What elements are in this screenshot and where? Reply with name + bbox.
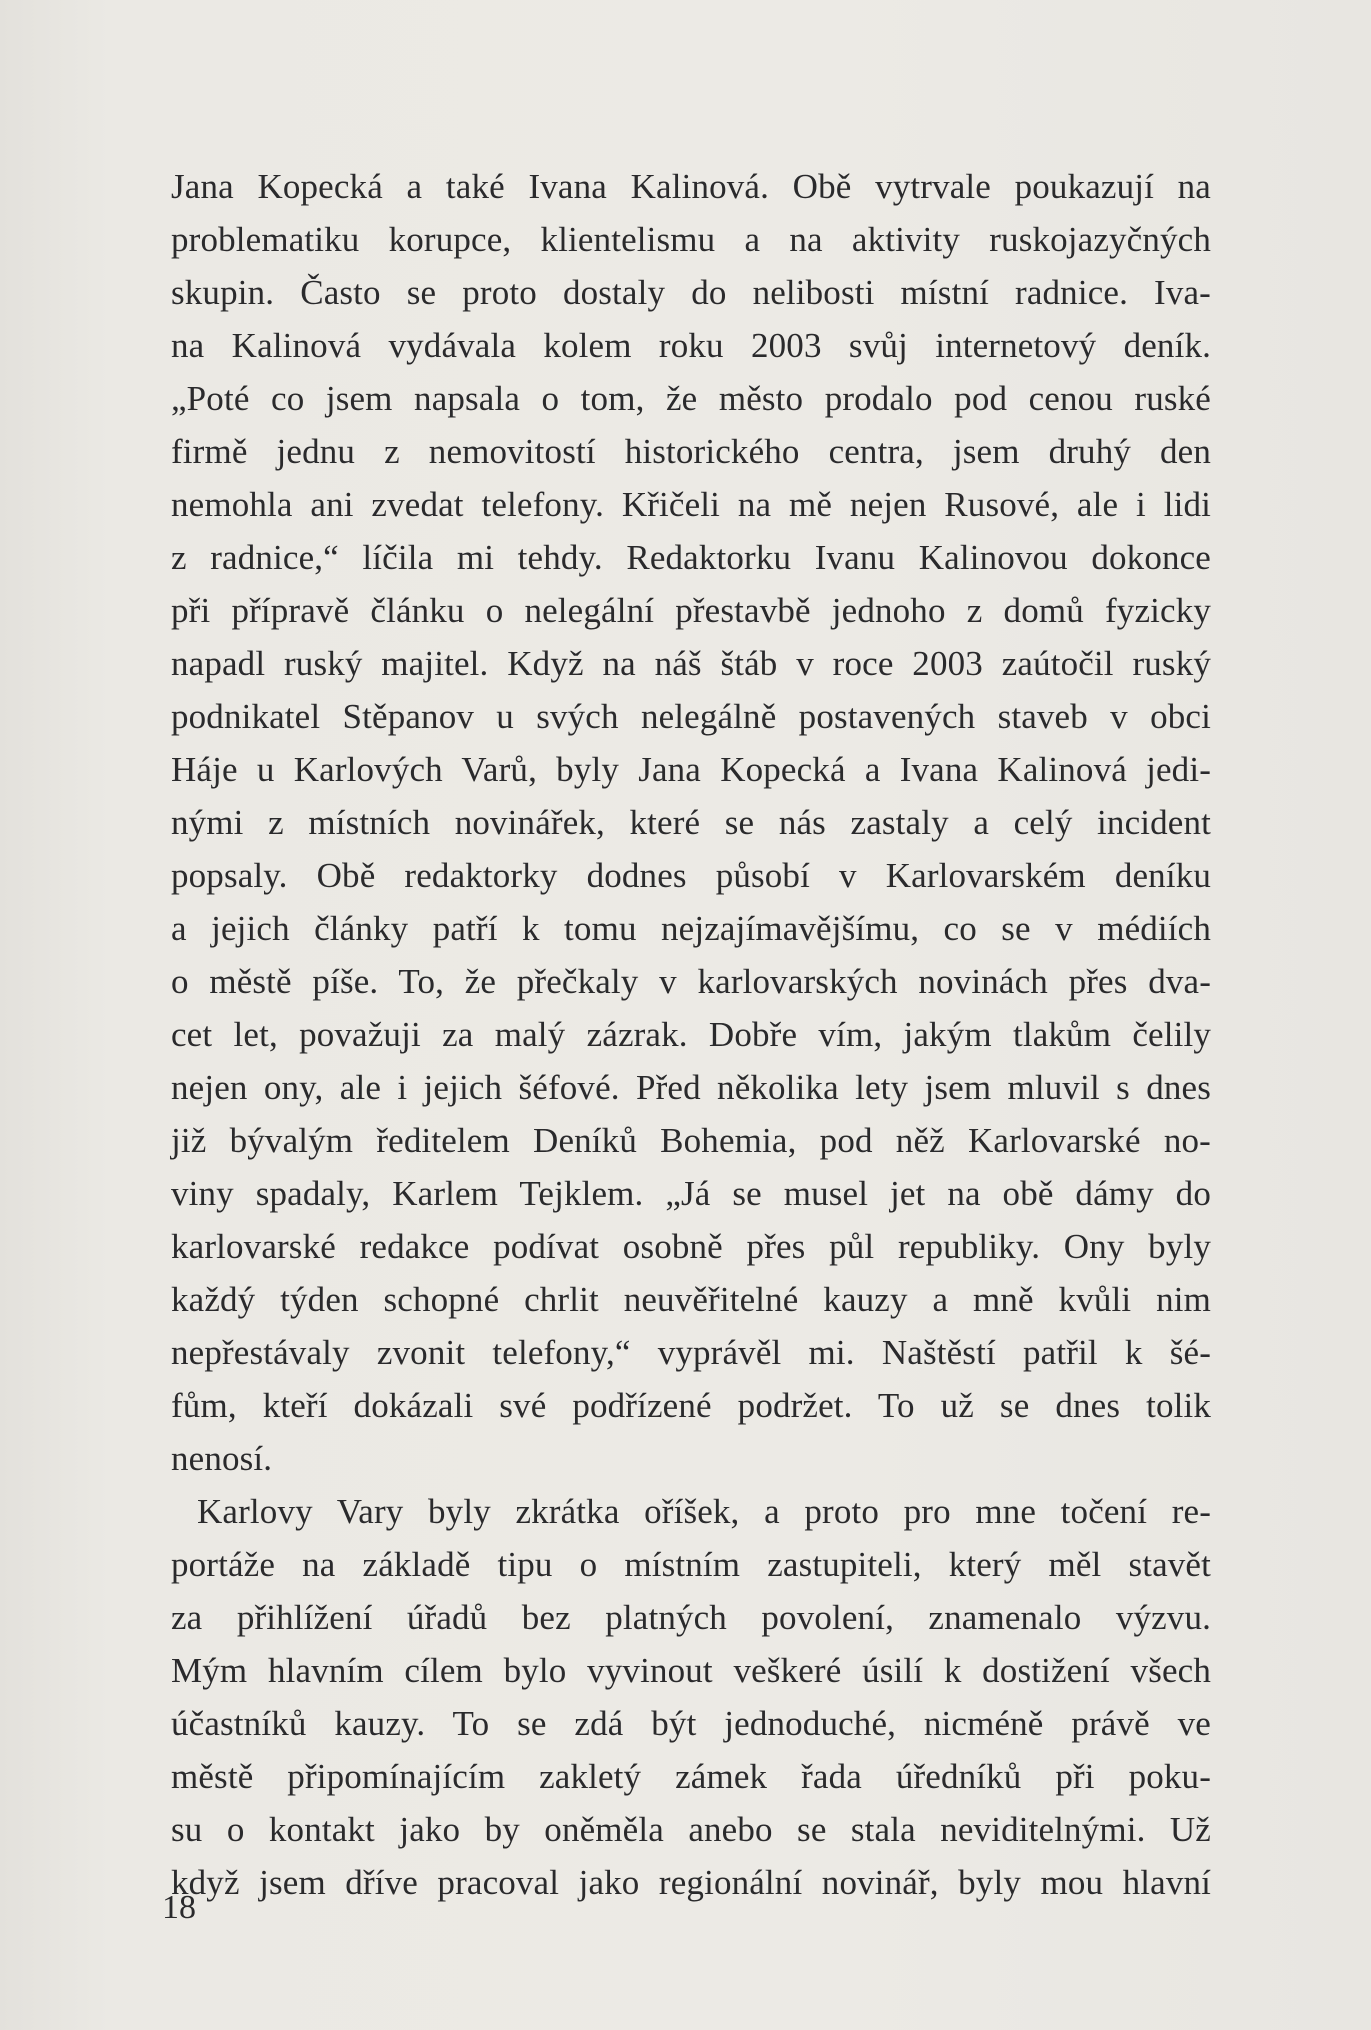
text-line: když jsem dříve pracoval jako regionální novinář, byly mou hlavní (171, 1863, 1211, 1902)
page-number: 18 (162, 1889, 196, 1926)
text-line: při přípravě článku o nelegální přestavbě jednoho z domů fyzicky (171, 591, 1211, 630)
text-line: na Kalinová vydávala kolem roku 2003 svůj internetový deník. (171, 326, 1211, 365)
body-text (171, 160, 1211, 1909)
text-line: nenosí. (171, 1439, 273, 1478)
text-line: „Poté co jsem napsala o tom, že město prodalo pod cenou ruské (171, 379, 1211, 418)
text-line: nemohla ani zvedat telefony. Křičeli na mě nejen Rusové, ale i lidi (171, 485, 1211, 524)
text-line: fům, kteří dokázali své podřízené podržet. To už se dnes tolik (171, 1386, 1211, 1425)
text-line: účastníků kauzy. To se zdá být jednoduché, nicméně právě ve (171, 1704, 1211, 1743)
text-line: každý týden schopné chrlit neuvěřitelné kauzy a mně kvůli nim (171, 1280, 1211, 1319)
text-line: Jana Kopecká a také Ivana Kalinová. Obě vytrvale poukazují na (171, 167, 1211, 206)
text-line: portáže na základě tipu o místním zastupiteli, který měl stavět (171, 1545, 1211, 1584)
text-line: su o kontakt jako by oněměla anebo se stala neviditelnými. Už (171, 1810, 1211, 1849)
text-line: firmě jednu z nemovitostí historického centra, jsem druhý den (171, 432, 1211, 471)
text-line: a jejich články patří k tomu nejzajímavějšímu, co se v médiích (171, 909, 1211, 948)
text-line: nejen ony, ale i jejich šéfové. Před několika lety jsem mluvil s dnes (171, 1068, 1211, 1107)
text-line: nepřestávaly zvonit telefony,“ vyprávěl mi. Naštěstí patřil k šé- (171, 1333, 1211, 1372)
text-line: za přihlížení úřadů bez platných povolení, znamenalo výzvu. (171, 1598, 1211, 1637)
text-line: již bývalým ředitelem Deníků Bohemia, pod něž Karlovarské no- (171, 1121, 1211, 1160)
text-line: o městě píše. To, že přečkaly v karlovarských novinách přes dva- (171, 962, 1211, 1001)
text-line: cet let, považuji za malý zázrak. Dobře vím, jakým tlakům čelily (171, 1015, 1211, 1054)
text-line: Mým hlavním cílem bylo vyvinout veškeré úsilí k dostižení všech (171, 1651, 1211, 1690)
text-line: skupin. Často se proto dostaly do nelibosti místní radnice. Iva- (171, 273, 1211, 312)
text-line: městě připomínajícím zakletý zámek řada úředníků při poku- (171, 1757, 1211, 1796)
text-line: nými z místních novinářek, které se nás zastaly a celý incident (171, 803, 1211, 842)
text-line: karlovarské redakce podívat osobně přes půl republiky. Ony byly (171, 1227, 1211, 1266)
text-line: napadl ruský majitel. Když na náš štáb v roce 2003 zaútočil ruský (171, 644, 1211, 683)
text-line: viny spadaly, Karlem Tejklem. „Já se musel jet na obě dámy do (171, 1174, 1211, 1213)
text-line: Háje u Karlových Varů, byly Jana Kopecká a Ivana Kalinová jedi- (171, 750, 1211, 789)
text-line: z radnice,“ líčila mi tehdy. Redaktorku Ivanu Kalinovou dokonce (171, 538, 1211, 577)
paragraph-first-line: Karlovy Vary byly zkrátka oříšek, a proto pro mne točení re- (197, 1492, 1211, 1531)
text-line: problematiku korupce, klientelismu a na aktivity ruskojazyčných (171, 220, 1211, 259)
text-line: popsaly. Obě redaktorky dodnes působí v Karlovarském deníku (171, 856, 1211, 895)
text-line: podnikatel Stěpanov u svých nelegálně postavených staveb v obci (171, 697, 1211, 736)
